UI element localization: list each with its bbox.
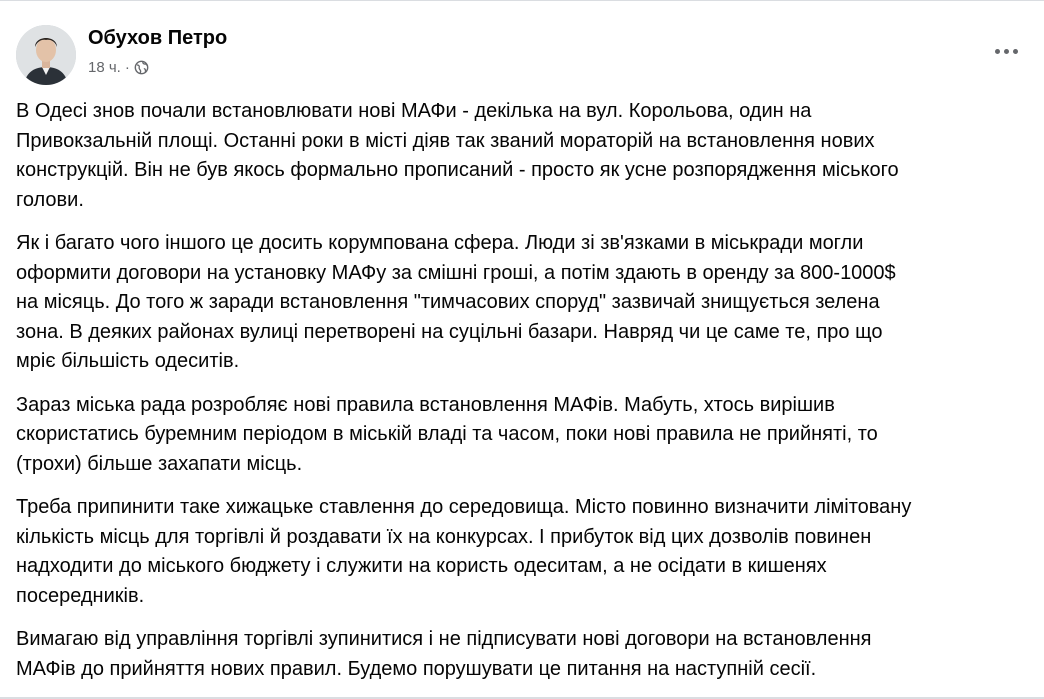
post-paragraph — [16, 97, 1028, 215]
more-dot — [1013, 49, 1018, 54]
post-paragraph — [16, 229, 1028, 377]
post-paragraph — [16, 391, 1028, 480]
post-author[interactable]: Обухов Петро — [88, 27, 228, 49]
text-line: кількість місць для торгівлі й роздавати їх на конкурсах. І прибуток від цих дозволів повинен — [16, 525, 872, 548]
text-line: посередників. — [16, 584, 145, 607]
avatar[interactable] — [16, 25, 76, 85]
text-line: Привокзальній площі. Останні роки в місті діяв так званий мораторій на встановлення нових — [16, 129, 875, 152]
post-header — [16, 25, 1028, 89]
text-line: зона. В деяких районах вулиці перетворені на суцільні базари. Навряд чи це саме те, про що — [16, 320, 883, 343]
text-line: скористатись буремним періодом в міській владі та часом, поки нові правила не прийняті, то — [16, 423, 878, 445]
post-paragraph — [16, 625, 1028, 684]
text-line: на місяць. До того ж заради встановлення "тимчасових споруд" зазвичай знищується зелена — [16, 291, 880, 313]
post-meta — [88, 59, 149, 76]
text-line: Зараз міська рада розробляє нові правила встановлення МАФів. Мабуть, хтось вирішив — [16, 393, 835, 416]
more-dot — [995, 49, 1000, 54]
text-line: голови. — [16, 188, 84, 211]
text-line: Вимагаю від управління торгівлі зупинитися і не підписувати нові договори на встановлення — [16, 628, 872, 650]
post-timestamp[interactable]: 18 ч. — [88, 59, 121, 76]
text-line: надходити до міського бюджету і служити на користь одеситам, а не осідати в кишенях — [16, 555, 827, 577]
text-line: мріє більшість одеситів. — [16, 350, 240, 372]
text-line: Треба припинити таке хижацьке ставлення до середовища. Місто повинно визначити лімітовану — [16, 496, 912, 518]
more-dot — [1004, 49, 1009, 54]
text-line: МАФів до прийняття нових правил. Будемо порушувати це питання на наступній сесії. — [16, 657, 817, 680]
text-line: конструкцій. Він не був якось формально прописаний - просто як усне розпорядження міського — [16, 159, 899, 181]
avatar-photo — [16, 25, 76, 85]
text-line: оформити договори на установку МАФу за смішні гроші, а потім здають в оренду за 800-1000$ — [16, 261, 896, 284]
more-options-icon[interactable] — [988, 33, 1024, 69]
text-line: В Одесі знов почали встановлювати нові МАФи - декілька на вул. Корольова, один на — [16, 100, 812, 122]
post-paragraph — [16, 493, 1028, 611]
meta-separator: · — [124, 59, 130, 76]
text-line: (трохи) більше захапати місць. — [16, 452, 303, 475]
globe-icon[interactable] — [134, 60, 149, 75]
text-line: Як і багато чого іншого це досить корумпована сфера. Люди зі зв'язками в міськради могли — [16, 232, 864, 254]
post-body — [16, 97, 1028, 684]
